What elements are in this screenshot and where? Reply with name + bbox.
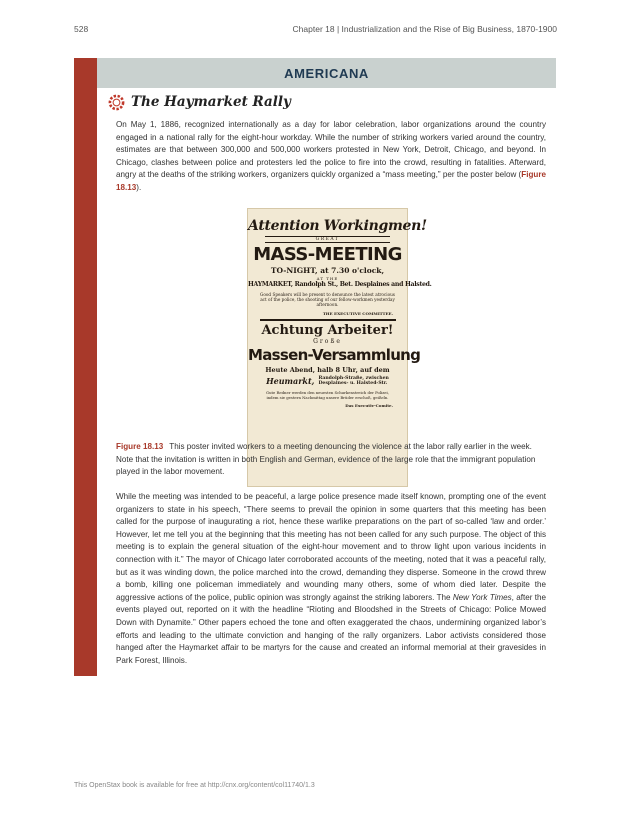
intro-paragraph	[116, 119, 546, 195]
poster-achtung-headline: Achtung Arbeiter!	[261, 322, 394, 338]
americana-feature-box	[74, 58, 556, 676]
poster-comite: Das Executiv-Comite.	[345, 403, 393, 409]
page-number: 528	[74, 24, 89, 34]
poster-tonight: TO-NIGHT, at 7.30 o'clock,	[270, 266, 385, 275]
poster-attention-headline: Attention Workingmen!	[248, 218, 427, 234]
meeting-paragraph	[116, 491, 546, 667]
page-footer: This OpenStax book is available for free at http://cnx.org/content/col11740/1.3	[74, 782, 315, 789]
poster-at-the: AT THE	[316, 276, 339, 281]
poster-streets-line1: Randolph-Straße, zwischen	[318, 375, 389, 381]
poster-speakers-note: Good Speakers will be present to denounce the latest atrocious act of the police, the shooting of our fellow-workmen yesterday afternoon.	[260, 292, 395, 308]
intro-text-end: ).	[136, 182, 142, 192]
poster-streets-line2: Desplaines- u. Halsted-Str.	[318, 381, 388, 387]
meeting-text-part2: , after the events played out, reported on it with the headline “Rioting and Bloodshed in the Streets of Chicago: Police Mowed Down with Dynamite.” Other papers echoed the tone and often exaggerated the chaos, undermining organized labor’s efforts and leading to the ultimate conviction and hanging of the rally organizers. Labor activists considered those hanged after the Haymarket affair to be martyrs for the cause and created an informal memorial at their gravesides in Park Forest, Illinois.	[116, 592, 546, 665]
newspaper-title: New York Times	[452, 592, 512, 602]
intro-text: On May 1, 1886, recognized internationally as a day for labor celebration, labor organizations around the country engaged in a national rally for the eight-hour workday. While the number of striking workers varied around the country, estimates are that between 300,000 and 500,000 workers protested in New York, Detroit, Chicago, and beyond. In Chicago, clashes between police and protesters led the police to fire into the crowd, resulting in fatalities. Afterward, angry at the deaths of the striking workers, organizers quickly organized a “mass meeting,” per the poster below (	[116, 120, 546, 180]
meeting-text-part1: While the meeting was intended to be peaceful, a large police presence made itself known, prompting one of the event organizers to state in his speech, “There seems to prevail the opinion in some quarters that this meeting has been called for the purpose of inaugurating a riot, hence these warlike preparations on the part of so-called ‘law and order.’ However, let me tell you at the beginning that this meeting has not been called for any such purpose. The object of this meeting is to explain the general situation of the eight-hour movement and to throw light upon various incidents in connection with it.” The mayor of Chicago later corroborated accounts of the meeting, noted that it was a peaceful rally, but as it was winding down, the police marched into the crowd, demanding they disperse. Someone in the crowd threw a bomb, killing one policeman immediately and wounding many others, some of whom died later. Despite the aggressive actions of the police, public opinion was strongly against the striking laborers. The	[116, 492, 546, 602]
poster-great: GREAT	[265, 236, 390, 243]
running-head: Chapter 18 | Industrialization and the Rise of Big Business, 1870-1900	[292, 24, 557, 34]
poster-streets	[318, 376, 388, 387]
feature-banner	[97, 58, 556, 88]
feature-banner-title: AMERICANA	[284, 65, 369, 81]
poster-mass-meeting: MASS-MEETING	[253, 244, 402, 265]
poster-grosse: Große	[313, 337, 342, 345]
americana-rosette-icon	[108, 94, 125, 111]
feature-side-bar	[74, 58, 97, 676]
figure-reference-link[interactable]: Figure 18.13	[116, 170, 546, 192]
poster-location: HAYMARKET, Randolph St., Bet. Desplaines and Halsted.	[248, 281, 432, 288]
poster-heumarkt-row	[248, 376, 407, 387]
feature-heading	[108, 92, 291, 112]
poster-committee: THE EXECUTIVE COMMITTEE.	[322, 310, 393, 316]
figure-caption-text: This poster invited workers to a meeting denouncing the violence at the labor rally earlier in the week. Note that the invitation is written in both English and German, evidence of the large role that the immigrant population played in the labor movement.	[116, 442, 536, 477]
feature-title: The Haymarket Rally	[131, 94, 291, 110]
poster-heute-abend: Heute Abend, halb 8 Uhr, auf dem	[265, 365, 390, 374]
figure-caption-label: Figure 18.13	[116, 442, 164, 451]
poster-divider	[260, 319, 396, 321]
poster-redner-note: Gute Redner werden den neuesten Schurkenstreich der Polizei, indem sie gestern Nachmittag unsere Brüder erschoß, geißeln.	[266, 389, 389, 400]
poster-heumarkt: Heumarkt,	[266, 376, 315, 387]
poster-massen-versammlung: Massen-Versammlung	[248, 345, 421, 364]
figure-caption	[116, 441, 546, 479]
